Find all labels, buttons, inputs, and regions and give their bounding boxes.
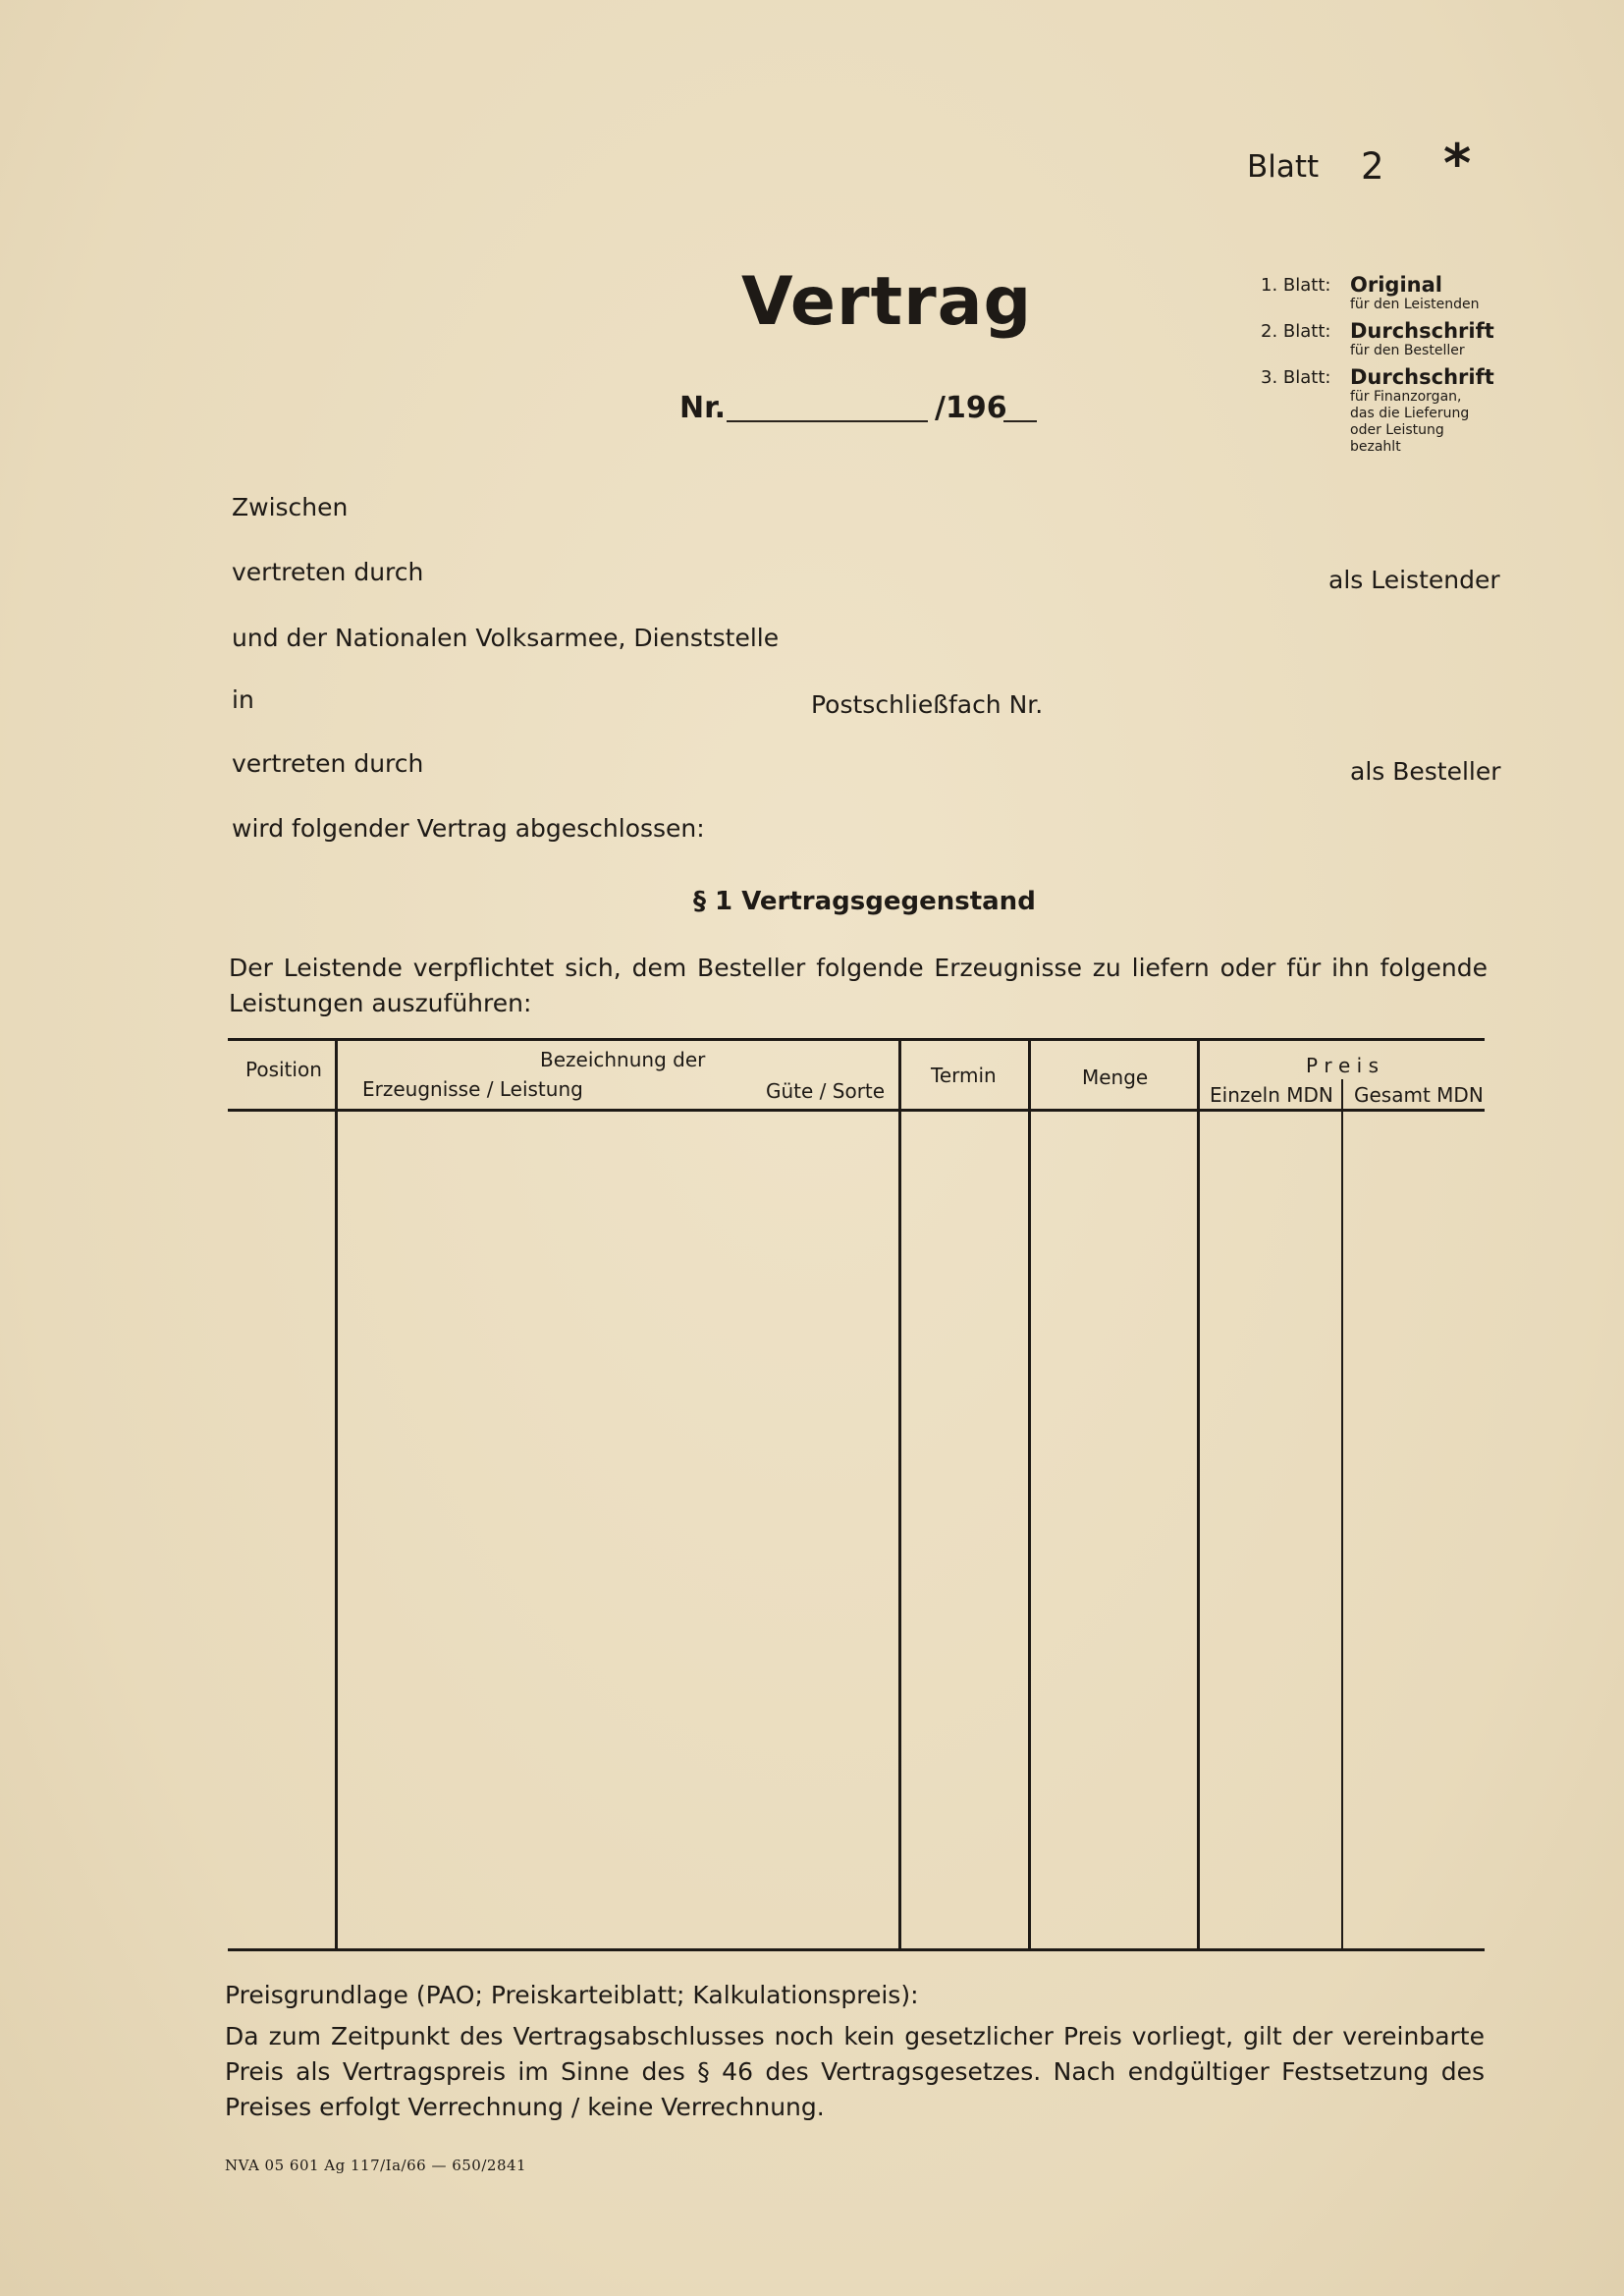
nva-unit-label: und der Nationalen Volksarmee, Dienststelle: [232, 624, 780, 652]
copy-number: 2. Blatt:: [1261, 321, 1331, 342]
copy-entry-3: [1261, 365, 1516, 456]
sheet-number: 2: [1361, 145, 1384, 188]
price-basis-heading: Preisgrundlage (PAO; Preiskarteiblatt; Kalkulationspreis):: [225, 1981, 919, 2009]
contract-year-prefix: /196: [935, 391, 1007, 425]
copy-number: 1. Blatt:: [1261, 275, 1331, 296]
items-table: [228, 1038, 1485, 1951]
col-products-subheader: Erzeugnisse / Leistung: [362, 1077, 583, 1101]
between-label: Zwischen: [232, 493, 349, 521]
copy-entry-2: [1261, 319, 1516, 359]
as-customer-label: als Besteller: [1350, 757, 1501, 786]
date-cell[interactable]: [901, 1112, 1028, 1948]
supplier-represented-by-label: vertreten durch: [232, 558, 424, 586]
section-1-intro: Der Leistende verpflichtet sich, dem Besteller folgende Erzeugnisse zu liefern oder für ihn folgende Leistungen auszuführen:: [229, 954, 1488, 1017]
contract-number-label: Nr.: [679, 391, 727, 425]
copy-kind: Durchschrift: [1350, 319, 1494, 343]
position-cell[interactable]: [228, 1112, 335, 1948]
copy-recipient: für den Leistenden: [1350, 297, 1480, 312]
col-designation-header: Bezeichnung der: [540, 1048, 706, 1071]
col-quality-subheader: Güte / Sorte: [766, 1079, 886, 1103]
copy-recipient: für den Besteller: [1350, 343, 1465, 358]
copy-recipient: für Finanzorgan, das die Lieferung oder Leistung bezahlt: [1350, 389, 1470, 455]
document-title: Vertrag: [741, 263, 1033, 341]
copy-kind: Original: [1350, 273, 1442, 297]
table-top-rule: [228, 1038, 1485, 1041]
total-price-cell[interactable]: [1343, 1112, 1485, 1948]
copy-kind: Durchschrift: [1350, 365, 1494, 389]
col-unit-price-header: Einzeln MDN: [1210, 1083, 1333, 1107]
location-label: in: [232, 685, 254, 714]
contract-number-field[interactable]: [727, 420, 928, 422]
asterisk-marker: *: [1443, 133, 1472, 194]
col-price-header: P r e i s: [1306, 1054, 1379, 1077]
unit-price-cell[interactable]: [1200, 1112, 1341, 1948]
form-print-code: NVA 05 601 Ag 117/Ia/66 — 650/2841: [225, 2157, 527, 2174]
col-total-price-header: Gesamt MDN: [1354, 1083, 1484, 1107]
quantity-cell[interactable]: [1031, 1112, 1197, 1948]
contract-concluded-label: wird folgender Vertrag abgeschlossen:: [232, 814, 705, 843]
po-box-label: Postschließfach Nr.: [811, 690, 1044, 719]
table-bottom-rule: [228, 1948, 1485, 1951]
copy-distribution-legend: [1261, 273, 1516, 462]
customer-represented-by-label: vertreten durch: [232, 749, 424, 778]
designation-cell[interactable]: [338, 1112, 898, 1948]
sheet-label: Blatt: [1247, 149, 1320, 185]
as-supplier-label: als Leistender: [1328, 566, 1500, 594]
col-position-header: Position: [245, 1058, 322, 1081]
section-1-heading: § 1 Vertragsgegenstand: [693, 887, 1036, 916]
col-date-header: Termin: [931, 1064, 997, 1087]
price-basis-text: Da zum Zeitpunkt des Vertragsabschlusses noch kein gesetzlicher Preis vorliegt, gilt der vereinbarte Preis als Vertragspreis im Sinne des § 46 des Vertragsgesetzes. Nach endgültiger Festsetzung des Preises erfolgt Verrechnung / keine Verrechnung.: [225, 2022, 1485, 2121]
col-quantity-header: Menge: [1082, 1066, 1149, 1089]
copy-entry-1: [1261, 273, 1516, 313]
contract-year-field[interactable]: [1003, 420, 1037, 422]
copy-number: 3. Blatt:: [1261, 367, 1331, 388]
